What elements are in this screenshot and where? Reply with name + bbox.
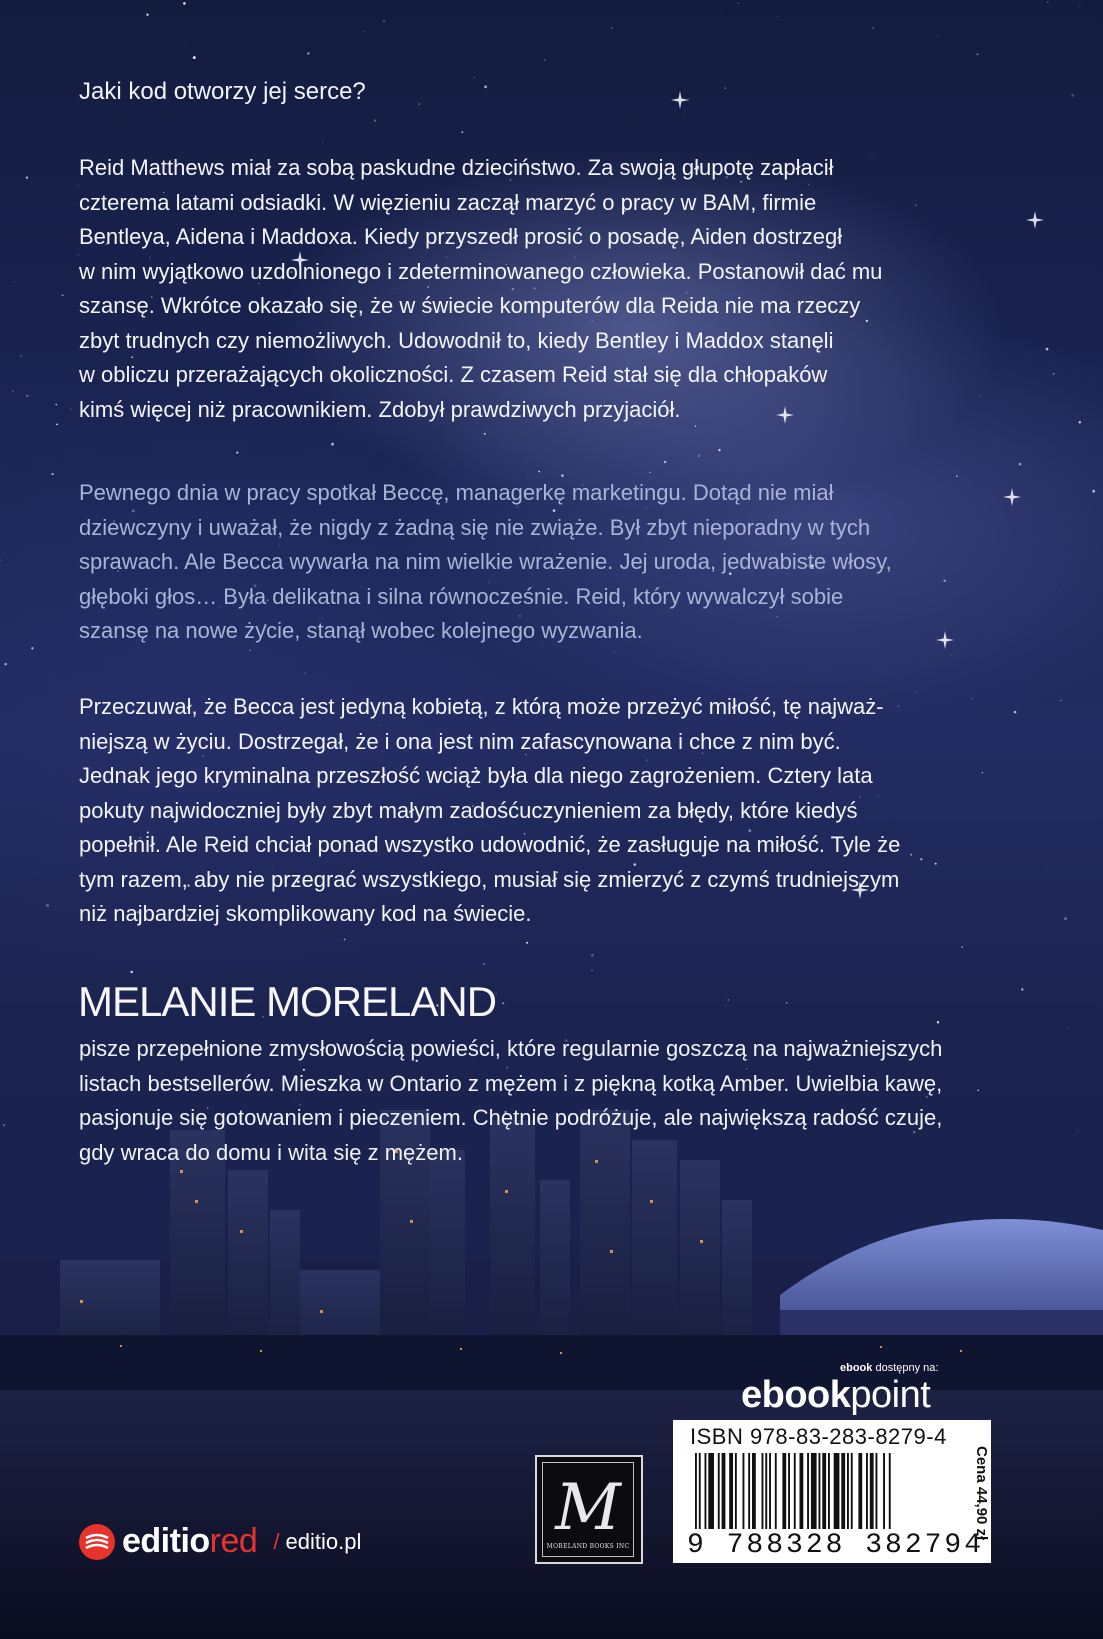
star bbox=[1064, 917, 1067, 920]
text-line: sprawach. Ale Becca wywarła na nim wielkie wrażenie. Jej uroda, jedwabiste włosy, bbox=[79, 549, 892, 574]
publisher-name bbox=[122, 1522, 257, 1561]
barcode-bar bbox=[743, 1453, 745, 1529]
barcode-bar bbox=[883, 1453, 885, 1529]
text-line: niż najbardziej skomplikowany kod na świecie. bbox=[79, 901, 532, 926]
star bbox=[14, 282, 15, 283]
ebook-label-bold: ebook bbox=[840, 1362, 873, 1374]
ebook-label-rest: dostępny na: bbox=[872, 1362, 939, 1374]
barcode-bar bbox=[765, 1453, 767, 1529]
star bbox=[12, 390, 14, 392]
publisher-name-red: red bbox=[209, 1522, 258, 1560]
isbn-barcode bbox=[673, 1420, 991, 1563]
text-line: zbyt trudnych czy niemożliwych. Udowodnił to, kiedy Bentley i Maddox stanęli bbox=[79, 327, 834, 353]
star bbox=[986, 653, 987, 654]
barcode-bar bbox=[834, 1453, 840, 1529]
url-text: editio.pl bbox=[285, 1528, 362, 1554]
star bbox=[31, 647, 33, 649]
star bbox=[591, 954, 594, 957]
star bbox=[461, 131, 463, 133]
star bbox=[538, 471, 540, 473]
star bbox=[249, 649, 251, 651]
barcode-bar bbox=[729, 1453, 733, 1529]
editio-waves-icon bbox=[78, 1523, 116, 1561]
barcode-bar bbox=[851, 1453, 853, 1529]
star bbox=[698, 454, 701, 457]
barcode-bar bbox=[752, 1453, 756, 1529]
ebookpoint-logo bbox=[741, 1374, 930, 1417]
star bbox=[591, 970, 592, 971]
star bbox=[1071, 94, 1074, 97]
text-line: pasjonuje się gotowaniem i pieczeniem. Chętnie podróżuje, ale największą radość czuje, bbox=[79, 1105, 943, 1130]
star bbox=[728, 999, 729, 1000]
price-label: Cena 44,90 zł bbox=[973, 1445, 990, 1541]
star bbox=[937, 35, 938, 36]
text-line: listach bestsellerów. Mieszka w Ontario z mężem i z piękną kotką Amber. Uwielbia kawę, bbox=[79, 1070, 943, 1096]
star bbox=[649, 472, 650, 473]
star bbox=[872, 27, 874, 29]
star bbox=[962, 946, 964, 948]
star bbox=[307, 52, 309, 54]
star bbox=[193, 56, 196, 59]
star bbox=[1079, 5, 1080, 6]
star bbox=[976, 53, 978, 55]
publisher-logo bbox=[78, 1522, 361, 1561]
star bbox=[484, 433, 486, 435]
star bbox=[46, 904, 49, 907]
ean-digits: 9 788328 382794 bbox=[687, 1530, 985, 1561]
logo-letter: M bbox=[555, 1471, 621, 1545]
star bbox=[1060, 700, 1061, 701]
barcode-bar bbox=[819, 1453, 821, 1529]
star bbox=[1075, 204, 1076, 205]
star bbox=[186, 43, 187, 44]
barcode-bar bbox=[705, 1453, 707, 1529]
star bbox=[146, 14, 148, 16]
logo-caption: MORELAND BOOKS INC bbox=[546, 1543, 630, 1550]
barcode-bar bbox=[841, 1453, 845, 1529]
star bbox=[725, 1005, 726, 1006]
star bbox=[56, 424, 58, 426]
ebook-available-label bbox=[840, 1362, 938, 1374]
barcode-bar bbox=[876, 1453, 878, 1529]
text-line: szansę na nowe życie, stanął wobec kolejnego wyzwania. bbox=[79, 618, 643, 643]
star bbox=[344, 939, 346, 941]
url-slash: / bbox=[273, 1528, 286, 1554]
text-line: w obliczu przerażających okoliczności. Z czasem Reid stał się dla chłopaków bbox=[79, 362, 828, 387]
star bbox=[26, 395, 28, 397]
star bbox=[664, 461, 666, 463]
text-line: Przeczuwał, że Becca jest jedyną kobietą, z którą może przeżyć miłość, tę najważ- bbox=[79, 694, 884, 719]
text-line: kimś więcej niż pracownikiem. Zdobył prawdziwych przyjaciół. bbox=[79, 396, 681, 422]
text-line: Pewnego dnia w pracy spotkał Beccę, managerkę marketingu. Dotąd nie miał bbox=[79, 480, 834, 505]
barcode-bar bbox=[762, 1453, 764, 1529]
star bbox=[4, 663, 6, 665]
star bbox=[51, 473, 53, 475]
text-line: szansę. Wkrótce okazało się, że w świecie komputerów dla Reida nie ma rzeczy bbox=[79, 293, 861, 318]
star bbox=[502, 1002, 504, 1004]
star bbox=[777, 16, 778, 17]
barcode-bar bbox=[870, 1453, 874, 1529]
star bbox=[1092, 490, 1095, 493]
barcode-bar bbox=[811, 1453, 817, 1529]
text-line: w nim wyjątkowo uzdolnionego i zdeterminowanego człowieka. Postanowił dać mu bbox=[79, 258, 883, 284]
barcode-bar bbox=[718, 1453, 720, 1529]
barcode-bar bbox=[794, 1453, 796, 1529]
barcode-bar bbox=[748, 1453, 750, 1529]
barcode-bar bbox=[800, 1453, 804, 1529]
text-line: tym razem, aby nie przegrać wszystkiego, musiał się zmierzyć z czymś trudniejszym bbox=[79, 866, 900, 892]
barcode-bar bbox=[847, 1453, 849, 1529]
barcode-bar bbox=[769, 1453, 771, 1529]
ebookpoint-rest: point bbox=[850, 1374, 931, 1416]
star bbox=[483, 963, 485, 965]
star bbox=[937, 1021, 940, 1024]
publisher-url bbox=[273, 1529, 361, 1555]
star bbox=[786, 1002, 787, 1003]
barcode-bar bbox=[822, 1453, 826, 1529]
star bbox=[55, 404, 56, 405]
description-paragraph-2 bbox=[79, 476, 1054, 649]
barcode-bar bbox=[722, 1453, 726, 1529]
star bbox=[1021, 988, 1023, 990]
text-line: głęboki głos… Była delikatna i silna równocześnie. Reid, który wywalczył sobie bbox=[79, 583, 844, 609]
star bbox=[1067, 1027, 1068, 1028]
text-line: Reid Matthews miał za sobą paskudne dzieciństwo. Za swoją głupotę zapłacił bbox=[79, 155, 834, 180]
barcode-bar bbox=[858, 1453, 862, 1529]
star bbox=[1058, 591, 1059, 592]
star bbox=[611, 27, 612, 28]
star bbox=[885, 474, 886, 475]
text-line: pokuty najwidoczniej były zbyt małym zadośćuczynieniem za błędy, które kiedyś bbox=[79, 797, 858, 823]
star bbox=[613, 652, 614, 653]
barcode-bar bbox=[782, 1453, 786, 1529]
star bbox=[1047, 1, 1048, 2]
logo-frame bbox=[542, 1462, 634, 1557]
barcode-bar bbox=[866, 1453, 868, 1529]
star bbox=[331, 443, 334, 446]
star bbox=[738, 3, 739, 4]
star bbox=[950, 654, 951, 655]
moreland-books-logo bbox=[535, 1455, 643, 1564]
star bbox=[364, 31, 365, 32]
star bbox=[130, 971, 133, 974]
star bbox=[323, 142, 324, 143]
star bbox=[718, 449, 720, 451]
ebookpoint-bold: ebook bbox=[741, 1374, 851, 1416]
author-name: MELANIE MORELAND bbox=[78, 978, 497, 1025]
star bbox=[236, 451, 238, 453]
text-line: Jednak jego kryminalna przeszłość wciąż była dla niego zagrożeniem. Cztery lata bbox=[79, 763, 873, 788]
barcode-bar bbox=[889, 1453, 891, 1529]
text-line: Bentleya, Aidena i Maddoxa. Kiedy przyszedł prosić o posadę, Aiden dostrzegł bbox=[79, 224, 843, 249]
star bbox=[1019, 463, 1022, 466]
text-line: czterema latami odsiadki. W więzieniu zaczął marzyć o pracy w BAM, firmie bbox=[79, 189, 817, 215]
text-line: dziewczyny i uważał, że nigdy z żadną się nie zwiąże. Był zbyt nieporadny w tych bbox=[79, 514, 871, 540]
barcode-bar bbox=[807, 1453, 809, 1529]
star bbox=[526, 942, 528, 944]
text-line: gdy wraca do domu i wita się z mężem. bbox=[79, 1139, 463, 1165]
barcode-bar bbox=[775, 1453, 777, 1529]
star bbox=[383, 20, 384, 21]
star bbox=[183, 2, 186, 5]
barcode-bar bbox=[788, 1453, 790, 1529]
text-line: popełnił. Ale Reid chciał ponad wszystko udowodnić, że zasługuje na miłość. Tyle że bbox=[79, 832, 901, 857]
star bbox=[1079, 421, 1081, 423]
publisher-name-main: editio bbox=[122, 1522, 210, 1560]
star bbox=[26, 176, 28, 178]
barcode-bars bbox=[695, 1453, 957, 1533]
star bbox=[0, 559, 1, 561]
star bbox=[62, 294, 64, 296]
star bbox=[20, 355, 22, 357]
headline: Jaki kod otworzy jej serce? bbox=[79, 78, 366, 105]
star bbox=[721, 9, 722, 10]
description-paragraph-1 bbox=[79, 151, 1054, 427]
isbn-number: ISBN 978-83-283-8279-4 bbox=[690, 1424, 947, 1449]
barcode-bar bbox=[735, 1453, 737, 1529]
star bbox=[70, 408, 71, 409]
barcode-bar bbox=[699, 1453, 701, 1529]
star bbox=[544, 59, 545, 60]
barcode-bar bbox=[695, 1453, 697, 1529]
barcode-bar bbox=[828, 1453, 830, 1529]
star bbox=[374, 119, 376, 121]
description-paragraph-3 bbox=[79, 690, 1054, 932]
star bbox=[683, 114, 684, 115]
star bbox=[304, 673, 305, 674]
text-line: pisze przepełnione zmysłowością powieści, które regularnie goszczą na najważniejszych bbox=[79, 1036, 943, 1061]
author-bio bbox=[79, 1032, 1054, 1170]
text-line: niejszą w życiu. Dostrzegał, że i ona jest nim zafascynowana i chce z nim być. bbox=[79, 728, 841, 754]
star bbox=[673, 442, 674, 443]
barcode-bar bbox=[708, 1453, 714, 1529]
